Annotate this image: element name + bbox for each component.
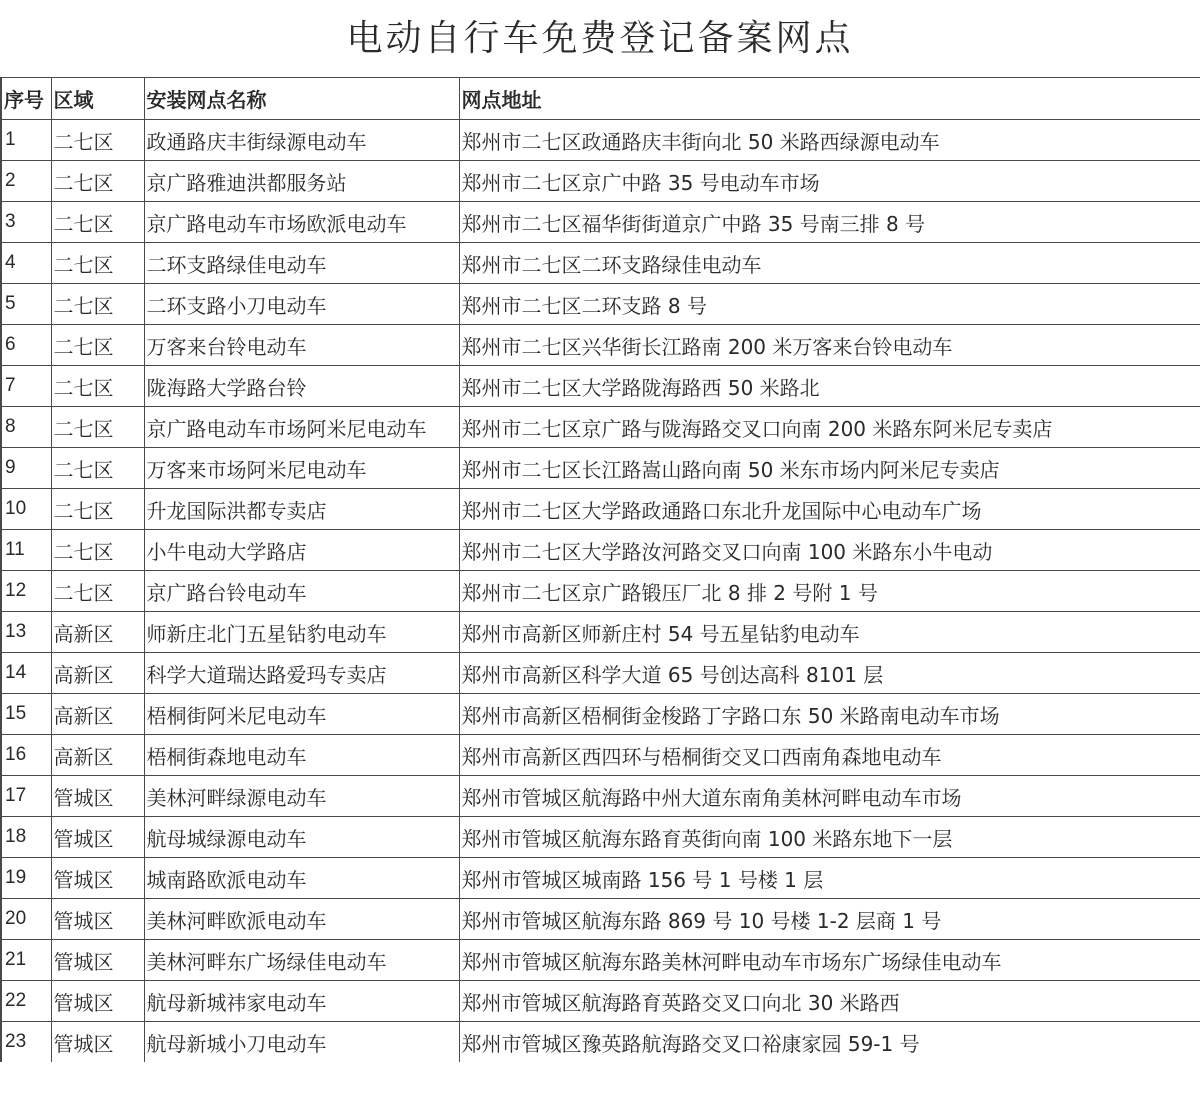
row-serial: 13 <box>1 612 51 653</box>
row-site-name: 美林河畔东广场绿佳电动车 <box>144 940 459 981</box>
table-row <box>1 325 1200 366</box>
row-serial: 19 <box>1 858 51 899</box>
row-serial: 20 <box>1 899 51 940</box>
row-serial: 21 <box>1 940 51 981</box>
table-row <box>1 858 1200 899</box>
table-row <box>1 243 1200 284</box>
row-serial: 11 <box>1 530 51 571</box>
row-serial: 5 <box>1 284 51 325</box>
row-serial: 22 <box>1 981 51 1022</box>
row-area: 高新区 <box>51 653 144 694</box>
row-site-name: 梧桐街阿米尼电动车 <box>144 694 459 735</box>
table-row <box>1 530 1200 571</box>
row-serial: 6 <box>1 325 51 366</box>
table-row <box>1 981 1200 1022</box>
table-row <box>1 735 1200 776</box>
row-area: 二七区 <box>51 243 144 284</box>
row-site-name: 万客来台铃电动车 <box>144 325 459 366</box>
row-site-address: 郑州市二七区大学路陇海路西 50 米路北 <box>459 366 1200 407</box>
row-site-name: 京广路电动车市场欧派电动车 <box>144 202 459 243</box>
row-site-name: 政通路庆丰街绿源电动车 <box>144 120 459 161</box>
row-area: 管城区 <box>51 899 144 940</box>
registration-table <box>0 77 1200 1062</box>
row-area: 二七区 <box>51 120 144 161</box>
row-serial: 9 <box>1 448 51 489</box>
table-row <box>1 120 1200 161</box>
row-area: 二七区 <box>51 530 144 571</box>
row-serial: 3 <box>1 202 51 243</box>
row-area: 高新区 <box>51 735 144 776</box>
row-area: 管城区 <box>51 1022 144 1063</box>
row-site-name: 京广路台铃电动车 <box>144 571 459 612</box>
header-site-name: 安装网点名称 <box>144 78 459 120</box>
row-site-address: 郑州市二七区京广中路 35 号电动车市场 <box>459 161 1200 202</box>
row-site-address: 郑州市二七区兴华街长江路南 200 米万客来台铃电动车 <box>459 325 1200 366</box>
row-serial: 15 <box>1 694 51 735</box>
row-area: 二七区 <box>51 161 144 202</box>
row-serial: 10 <box>1 489 51 530</box>
row-site-address: 郑州市二七区京广路锻压厂北 8 排 2 号附 1 号 <box>459 571 1200 612</box>
table-row <box>1 407 1200 448</box>
row-area: 管城区 <box>51 776 144 817</box>
row-area: 二七区 <box>51 571 144 612</box>
row-site-name: 科学大道瑞达路爱玛专卖店 <box>144 653 459 694</box>
row-site-address: 郑州市二七区福华街街道京广中路 35 号南三排 8 号 <box>459 202 1200 243</box>
row-serial: 18 <box>1 817 51 858</box>
row-serial: 17 <box>1 776 51 817</box>
table-body <box>1 120 1200 1063</box>
registration-table-container <box>0 77 1200 1062</box>
row-site-address: 郑州市二七区二环支路绿佳电动车 <box>459 243 1200 284</box>
row-site-name: 城南路欧派电动车 <box>144 858 459 899</box>
table-row <box>1 161 1200 202</box>
row-area: 管城区 <box>51 817 144 858</box>
row-site-address: 郑州市管城区航海东路 869 号 10 号楼 1-2 层商 1 号 <box>459 899 1200 940</box>
row-site-name: 小牛电动大学路店 <box>144 530 459 571</box>
row-site-name: 二环支路小刀电动车 <box>144 284 459 325</box>
row-area: 高新区 <box>51 694 144 735</box>
row-site-name: 美林河畔绿源电动车 <box>144 776 459 817</box>
row-serial: 1 <box>1 120 51 161</box>
row-site-name: 美林河畔欧派电动车 <box>144 899 459 940</box>
table-row <box>1 366 1200 407</box>
table-row <box>1 1022 1200 1063</box>
row-area: 高新区 <box>51 612 144 653</box>
table-row <box>1 202 1200 243</box>
row-site-name: 航母城绿源电动车 <box>144 817 459 858</box>
row-area: 二七区 <box>51 489 144 530</box>
header-area: 区域 <box>51 78 144 120</box>
row-area: 管城区 <box>51 940 144 981</box>
table-row <box>1 284 1200 325</box>
table-row <box>1 940 1200 981</box>
row-site-name: 梧桐街森地电动车 <box>144 735 459 776</box>
row-serial: 8 <box>1 407 51 448</box>
row-area: 二七区 <box>51 284 144 325</box>
row-area: 二七区 <box>51 202 144 243</box>
table-row <box>1 571 1200 612</box>
row-site-address: 郑州市高新区科学大道 65 号创达高科 8101 层 <box>459 653 1200 694</box>
row-area: 二七区 <box>51 407 144 448</box>
row-site-address: 郑州市管城区豫英路航海路交叉口裕康家园 59-1 号 <box>459 1022 1200 1063</box>
table-row <box>1 817 1200 858</box>
row-area: 管城区 <box>51 858 144 899</box>
row-area: 二七区 <box>51 325 144 366</box>
row-site-name: 航母新城祎家电动车 <box>144 981 459 1022</box>
row-area: 管城区 <box>51 981 144 1022</box>
row-site-address: 郑州市管城区城南路 156 号 1 号楼 1 层 <box>459 858 1200 899</box>
row-site-address: 郑州市高新区西四环与梧桐街交叉口西南角森地电动车 <box>459 735 1200 776</box>
row-site-address: 郑州市二七区二环支路 8 号 <box>459 284 1200 325</box>
row-site-address: 郑州市二七区政通路庆丰街向北 50 米路西绿源电动车 <box>459 120 1200 161</box>
row-area: 二七区 <box>51 448 144 489</box>
table-row <box>1 489 1200 530</box>
table-row <box>1 653 1200 694</box>
row-serial: 14 <box>1 653 51 694</box>
row-area: 二七区 <box>51 366 144 407</box>
table-row <box>1 694 1200 735</box>
row-serial: 23 <box>1 1022 51 1063</box>
row-site-name: 师新庄北门五星钻豹电动车 <box>144 612 459 653</box>
row-site-address: 郑州市二七区京广路与陇海路交叉口向南 200 米路东阿米尼专卖店 <box>459 407 1200 448</box>
row-site-address: 郑州市管城区航海东路美林河畔电动车市场东广场绿佳电动车 <box>459 940 1200 981</box>
table-row <box>1 448 1200 489</box>
row-site-address: 郑州市管城区航海路中州大道东南角美林河畔电动车市场 <box>459 776 1200 817</box>
header-site-address: 网点地址 <box>459 78 1200 120</box>
row-serial: 16 <box>1 735 51 776</box>
row-site-address: 郑州市二七区长江路嵩山路向南 50 米东市场内阿米尼专卖店 <box>459 448 1200 489</box>
row-site-address: 郑州市高新区师新庄村 54 号五星钻豹电动车 <box>459 612 1200 653</box>
row-site-name: 二环支路绿佳电动车 <box>144 243 459 284</box>
table-row <box>1 776 1200 817</box>
row-site-name: 京广路雅迪洪都服务站 <box>144 161 459 202</box>
table-row <box>1 899 1200 940</box>
row-site-address: 郑州市管城区航海东路育英街向南 100 米路东地下一层 <box>459 817 1200 858</box>
row-site-address: 郑州市二七区大学路政通路口东北升龙国际中心电动车广场 <box>459 489 1200 530</box>
row-site-name: 京广路电动车市场阿米尼电动车 <box>144 407 459 448</box>
row-site-address: 郑州市高新区梧桐街金梭路丁字路口东 50 米路南电动车市场 <box>459 694 1200 735</box>
header-serial: 序号 <box>1 78 51 120</box>
row-site-name: 航母新城小刀电动车 <box>144 1022 459 1063</box>
row-serial: 12 <box>1 571 51 612</box>
row-serial: 7 <box>1 366 51 407</box>
row-site-address: 郑州市二七区大学路汝河路交叉口向南 100 米路东小牛电动 <box>459 530 1200 571</box>
page-title: 电动自行车免费登记备案网点 <box>346 18 854 59</box>
row-serial: 2 <box>1 161 51 202</box>
row-site-address: 郑州市管城区航海路育英路交叉口向北 30 米路西 <box>459 981 1200 1022</box>
row-site-name: 升龙国际洪都专卖店 <box>144 489 459 530</box>
row-serial: 4 <box>1 243 51 284</box>
row-site-name: 万客来市场阿米尼电动车 <box>144 448 459 489</box>
table-header-row <box>1 78 1200 120</box>
table-row <box>1 612 1200 653</box>
row-site-name: 陇海路大学路台铃 <box>144 366 459 407</box>
